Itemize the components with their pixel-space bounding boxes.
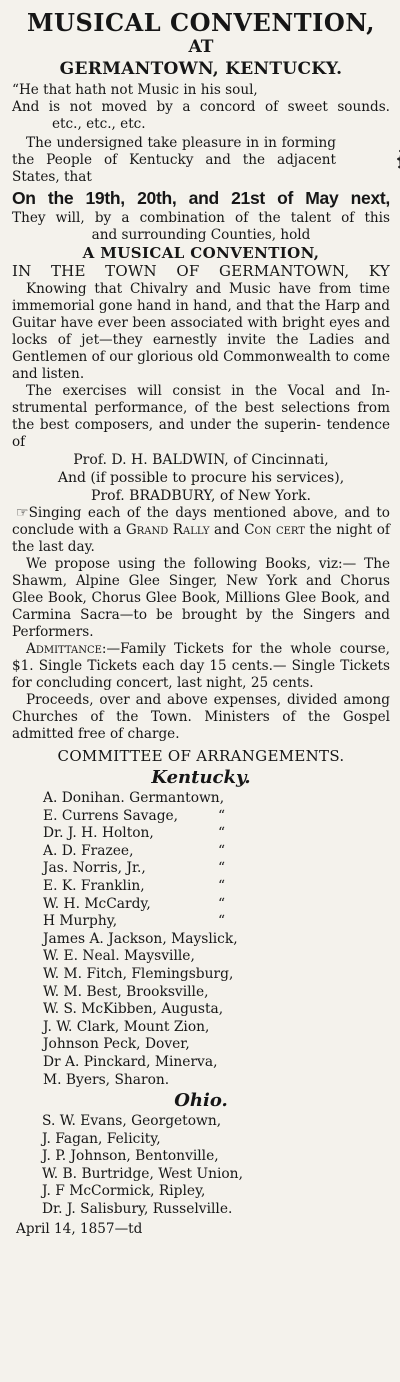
para-line: Gospel admitted free of charge. [12, 709, 390, 742]
hold-line: and surrounding Counties, hold [91, 227, 311, 243]
para-line: 25 cents. [250, 675, 314, 691]
convention-heading: A MUSICAL CONVENTION, [82, 244, 320, 262]
intro-line: forming the People of Kentucky and the [12, 135, 336, 168]
para-line: Glee Book, and Carmina Sacra—to be brought by [12, 590, 390, 623]
para-line: the Ladies and Gentlemen of our glorious old [12, 332, 390, 365]
para-line: We propose using the following Books, viz:— [26, 556, 357, 572]
epigraph-line: “He that hath not Music in his soul, [12, 82, 258, 98]
para-line: the Singers and Performers. [12, 607, 390, 640]
list-item: E. K. Franklin, “ [43, 877, 226, 894]
concert-word: Con [244, 522, 272, 538]
concert-word: cert [275, 522, 305, 538]
they-line: They will, by a combination of the talent of this [12, 210, 390, 226]
list-item: M. Byers, Sharon. [43, 1071, 170, 1088]
list-item: J. F McCormick, Ripley, [42, 1183, 206, 1200]
list-item: W. B. Burtridge, West Union, [42, 1165, 243, 1182]
para-line: course, $1. Single Tickets each day 15 cents.— [12, 641, 390, 674]
singing-paragraph [12, 505, 390, 556]
para-line: from the best composers, and under the superin- [12, 400, 390, 433]
para-line: Single Tickets for concluding concert, last night, [12, 658, 390, 691]
lyre-wreath-emblem [392, 133, 400, 185]
epigraph-line: etc., etc., etc. [52, 116, 146, 132]
list-item: Johnson Peck, Dover, [43, 1036, 190, 1053]
prof-note: And (if possible to procure his services), [57, 470, 345, 486]
date-signature: April 14, 1857—td [16, 1220, 143, 1237]
ohio-committee-list [12, 1113, 390, 1219]
para-line: Knowing that Chivalry and Music have from [26, 281, 352, 297]
books-paragraph [12, 556, 390, 641]
list-item: J. Fagan, Felicity, [42, 1130, 161, 1147]
admittance-label: Admittance: [26, 641, 107, 657]
para-line: tendence of [12, 417, 390, 450]
ad-title: MUSICAL CONVENTION, [26, 8, 376, 37]
exercises-paragraph [12, 383, 390, 451]
para-line: —Family Tickets for the whole [106, 641, 332, 657]
para-line: bright eyes and locks of jet—they earnestly invite [12, 315, 390, 348]
list-item: W. M. Fitch, Flemingsburg, [43, 965, 234, 982]
proceeds-paragraph [12, 692, 390, 743]
para-line: Harp and Guitar have ever been associated with [12, 298, 390, 331]
intro-line: adjacent States, that [12, 152, 336, 185]
list-item: James A. Jackson, Mayslick, [43, 930, 238, 947]
list-item: Dr. J. Salisbury, Russelville. [42, 1201, 233, 1218]
para-line: Proceeds, over and above expenses, divided [26, 692, 338, 708]
list-item: E. Currens Savage, “ [43, 807, 226, 824]
list-item: J. W. Clark, Mount Zion, [43, 1018, 210, 1035]
kentucky-committee-list [12, 790, 390, 1089]
committee-heading: COMMITTEE OF ARRANGEMENTS. [57, 747, 345, 765]
list-item: W. H. McCardy, “ [43, 895, 226, 912]
para-line: among Churches of the Town. Ministers of the [12, 692, 391, 725]
pointing-hand-icon: ☞ [16, 505, 29, 521]
intro-line: The undersigned take pleasure in in [26, 135, 277, 151]
list-item: W. S. McKibben, Augusta, [43, 1001, 224, 1018]
prof-bradbury: Prof. BRADBURY, of New York. [91, 488, 311, 504]
para-line: The exercises will consist in the Vocal and In- [26, 383, 390, 399]
kentucky-heading: Kentucky. [151, 767, 251, 788]
chivalry-paragraph [12, 281, 390, 383]
ad-at: AT [188, 37, 214, 57]
prof-baldwin: Prof. D. H. BALDWIN, of Cincinnati, [73, 452, 329, 468]
list-item: A. Donihan. Germantown, [43, 790, 225, 806]
epigraph [12, 82, 390, 133]
para-line: Commonwealth to come and listen. [12, 349, 390, 382]
admittance-paragraph [12, 641, 390, 692]
para-line: The Shawm, Alpine Glee Singer, New York and [12, 556, 390, 589]
list-item: H Murphy, “ [43, 913, 226, 930]
intro-paragraph [12, 135, 390, 186]
list-item: S. W. Evans, Georgetown, [42, 1113, 222, 1130]
convention-dates: On the 19th, 20th, and 21st of May next, [12, 188, 390, 208]
para-line: Chorus Glee Book, Chorus Glee Book, Millions [12, 573, 390, 606]
town-heading: IN THE TOWN OF GERMANTOWN, KY [12, 262, 390, 280]
singing-line: Singing each of the days mentioned above, [28, 505, 338, 521]
list-item: W. M. Best, Brooksville, [43, 983, 209, 1000]
singing-line: and to conclude with a [12, 505, 390, 538]
singing-line: the night of the last day. [12, 522, 390, 555]
list-item: A. D. Frazee, “ [43, 842, 226, 859]
grand-rally: Grand Rally [125, 522, 210, 538]
para-line: strumental performance, of the best selections [12, 400, 351, 416]
singing-line: and [209, 522, 245, 538]
list-item: Dr. J. H. Holton, “ [43, 825, 226, 842]
list-item: Dr A. Pinckard, Minerva, [43, 1053, 218, 1070]
epigraph-line: And is not moved by a concord of sweet sounds. [12, 99, 390, 115]
list-item: W. E. Neal. Maysville, [43, 948, 195, 965]
list-item: J. P. Johnson, Bentonville, [42, 1148, 219, 1165]
ohio-heading: Ohio. [174, 1090, 228, 1112]
para-line: time immemorial gone hand in hand, and that the [12, 281, 390, 314]
list-item: Jas. Norris, Jr., “ [43, 860, 226, 877]
ad-place: GERMANTOWN, KENTUCKY. [59, 59, 343, 79]
